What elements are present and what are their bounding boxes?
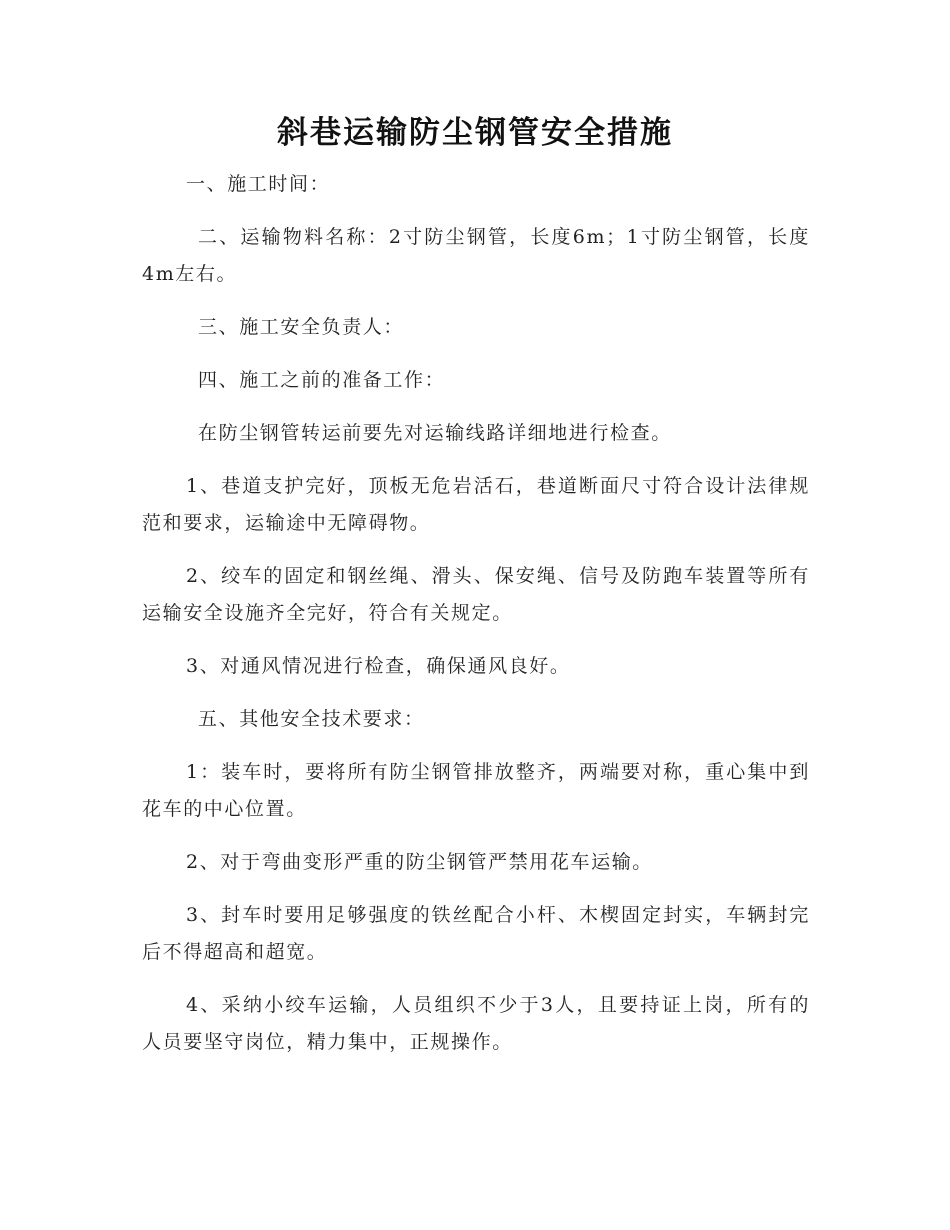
list-item-loading: 1：装车时，要将所有防尘钢管排放整齐，两端要对称，重心集中到花车的中心位置。 <box>142 761 810 820</box>
paragraph-inspection-intro: 在防尘钢管转运前要先对运输线路详细地进行检查。 <box>198 422 672 444</box>
document-body <box>142 166 810 1077</box>
list-item-securing: 3、封车时要用足够强度的铁丝配合小杆、木楔固定封实，车辆封完后不得超高和超宽。 <box>142 904 810 963</box>
section-heading-other-requirements: 五、其他安全技术要求： <box>198 708 425 730</box>
list-item-winch-fixing: 2、绞车的固定和钢丝绳、滑头、保安绳、信号及防跑车装置等所有运输安全设施齐全完好，符合有关规定。 <box>142 565 810 624</box>
section-heading-construction-time: 一、施工时间： <box>186 173 331 195</box>
list-item-ventilation: 3、对通风情况进行检查，确保通风良好。 <box>186 655 571 677</box>
list-item-winch-operation: 4、采纳小绞车运输，人员组织不少于3人，且要持证上岗，所有的人员要坚守岗位，精力集中，正规操作。 <box>142 994 810 1053</box>
section-heading-preparation: 四、施工之前的准备工作： <box>198 369 446 391</box>
list-item-roadway-support: 1、巷道支护完好，顶板无危岩活石，巷道断面尺寸符合设计法律规范和要求，运输途中无障碍物。 <box>142 475 810 534</box>
section-heading-material-name: 二、运输物料名称：2寸防尘钢管，长度6m；1寸防尘钢管，长度4m左右。 <box>142 226 810 285</box>
section-heading-safety-officer: 三、施工安全负责人： <box>198 316 405 338</box>
list-item-deformed-pipes: 2、对于弯曲变形严重的防尘钢管严禁用花车运输。 <box>186 851 653 873</box>
document-title: 斜巷运输防尘钢管安全措施 <box>277 115 673 151</box>
